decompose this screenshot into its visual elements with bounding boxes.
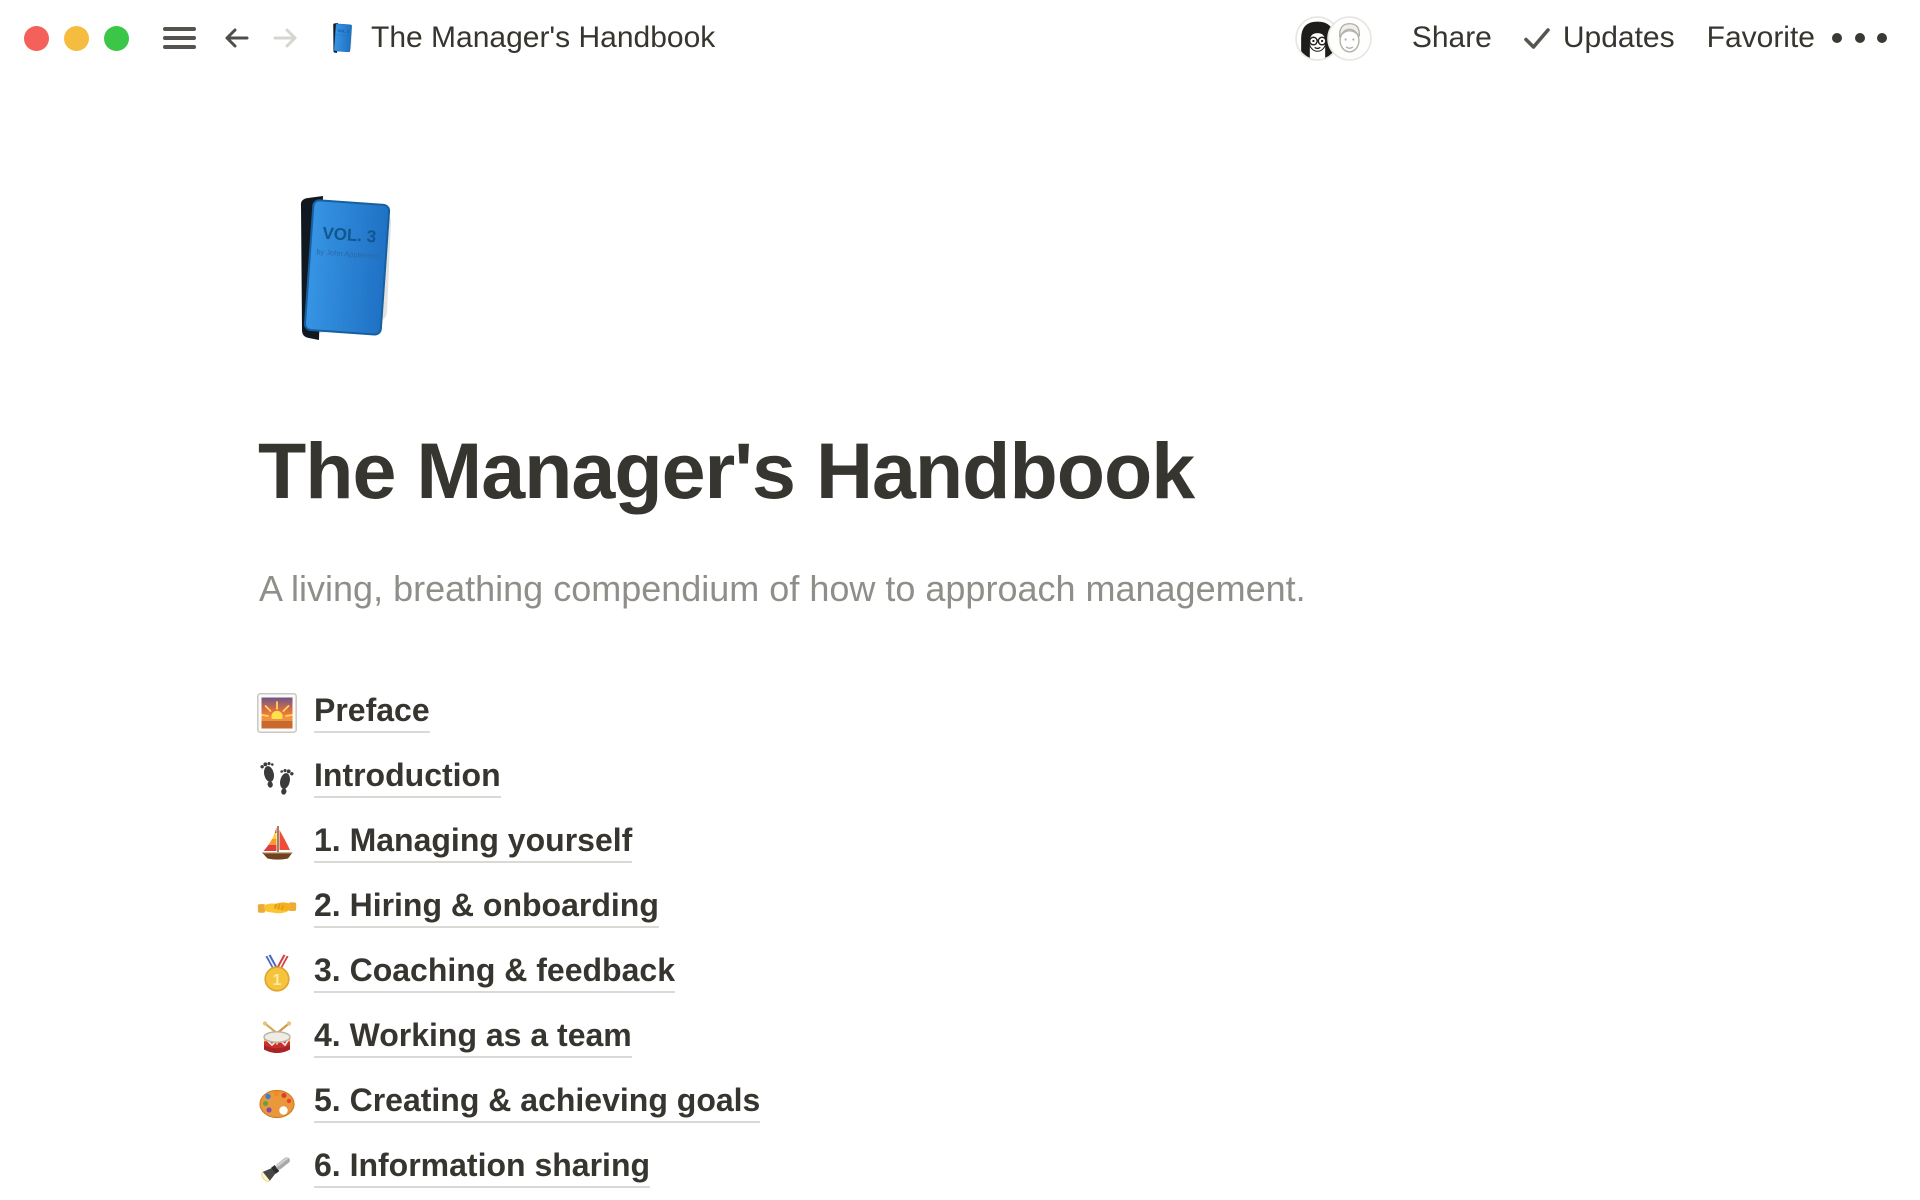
- page-link-row: [257, 1135, 1920, 1200]
- avatar-person-sketch: [1327, 16, 1372, 61]
- minimize-button[interactable]: [64, 26, 89, 51]
- page-link-row: [257, 810, 1920, 875]
- gold-medal-icon: [257, 953, 297, 993]
- page-link-row: [257, 1005, 1920, 1070]
- page-link[interactable]: 6. Information sharing: [314, 1147, 650, 1188]
- breadcrumb-title: The Manager's Handbook: [371, 21, 716, 54]
- page-content: [0, 188, 1920, 1200]
- topbar: [0, 0, 1920, 76]
- page-link[interactable]: Introduction: [314, 757, 501, 798]
- drum-icon: [257, 1018, 297, 1058]
- palette-icon: [257, 1083, 297, 1123]
- sidebar-toggle-button[interactable]: [163, 27, 196, 49]
- check-icon: [1522, 25, 1552, 52]
- more-options-button[interactable]: [1832, 26, 1887, 51]
- share-button[interactable]: Share: [1411, 21, 1492, 54]
- topbar-actions: [1295, 16, 1887, 61]
- blue-book-icon: [327, 21, 355, 55]
- breadcrumb[interactable]: [327, 21, 715, 55]
- svg-text:1: 1: [272, 971, 282, 989]
- page-link-row: [257, 875, 1920, 940]
- page-link-row: [257, 940, 1920, 1005]
- forward-arrow-icon: [273, 27, 298, 49]
- back-arrow-icon: [224, 27, 249, 49]
- page-link[interactable]: 1. Managing yourself: [314, 822, 632, 863]
- page-link[interactable]: Preface: [314, 692, 430, 733]
- sailboat-icon: [257, 823, 297, 863]
- window-controls: [24, 26, 144, 51]
- page-link-row: [257, 1070, 1920, 1135]
- updates-button[interactable]: [1522, 21, 1675, 55]
- back-button[interactable]: [224, 27, 249, 49]
- page-links: [257, 680, 1920, 1200]
- book-volume-label: VOL. 3: [321, 223, 377, 247]
- page-link[interactable]: 2. Hiring & onboarding: [314, 887, 659, 928]
- forward-button[interactable]: [273, 27, 298, 49]
- close-button[interactable]: [24, 26, 49, 51]
- avatar-group[interactable]: [1295, 16, 1372, 61]
- zoom-button[interactable]: [104, 26, 129, 51]
- flashlight-icon: [257, 1148, 297, 1188]
- page-link-row: [257, 680, 1920, 745]
- page-link[interactable]: 5. Creating & achieving goals: [314, 1082, 760, 1123]
- page-title: The Manager's Handbook: [258, 426, 1195, 515]
- page-emoji-blue-book-icon[interactable]: [271, 188, 405, 348]
- sunrise-icon: [257, 693, 297, 733]
- more-options-icon: [1832, 33, 1842, 43]
- updates-label: Updates: [1562, 21, 1675, 54]
- page-link[interactable]: 4. Working as a team: [314, 1017, 632, 1058]
- book-byline-label: by John Appleseed: [336, 35, 350, 38]
- book-byline-label: by John Appleseed: [316, 247, 380, 261]
- page-link[interactable]: 3. Coaching & feedback: [314, 952, 675, 993]
- favorite-button[interactable]: Favorite: [1706, 21, 1815, 54]
- page-subtitle: A living, breathing compendium of how to approach management.: [259, 567, 1306, 609]
- footprints-icon: [257, 758, 297, 798]
- page-link-row: [257, 745, 1920, 810]
- book-volume-label: VOL. 3: [337, 28, 350, 34]
- handshake-icon: [257, 888, 297, 928]
